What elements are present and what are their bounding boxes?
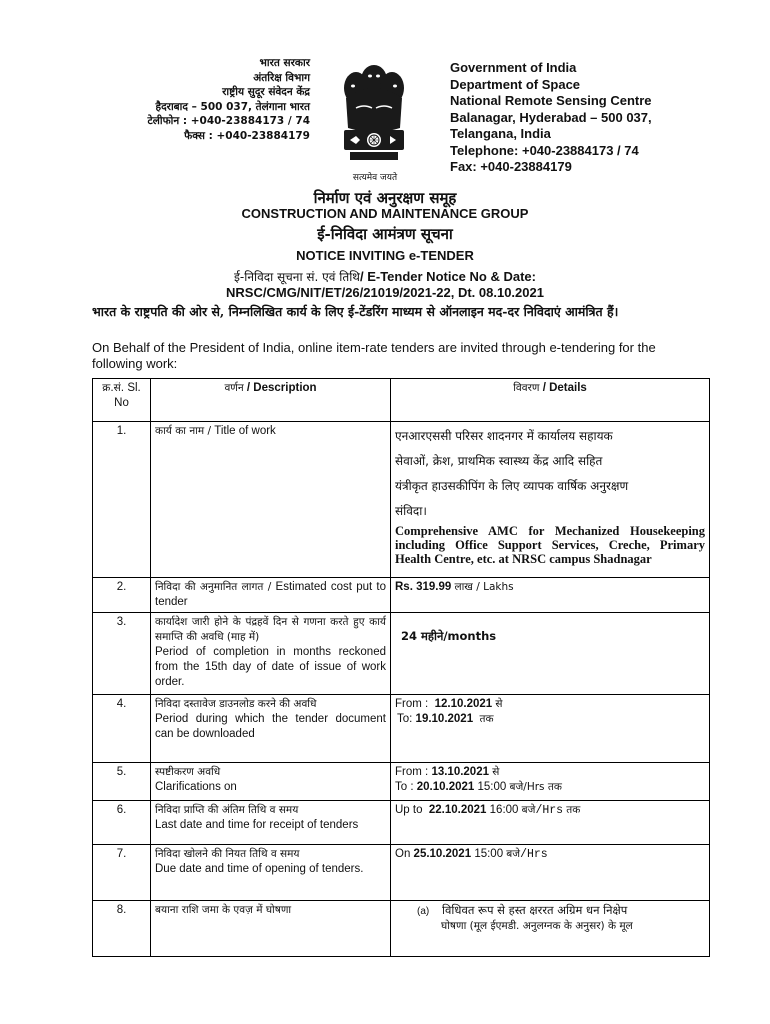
opening-date: 25.10.2021 — [413, 848, 472, 860]
header-details-english: / Details — [542, 382, 587, 394]
desc-hindi: बयाना राशि जमा के एवज़ में घोषणा — [155, 904, 292, 916]
row-details — [391, 901, 710, 957]
details-hindi — [395, 424, 705, 524]
details-hindi-line: एनआरएससी परिसर शादनगर में कार्यालय सहायक — [395, 429, 613, 443]
desc-hindi: कार्य का नाम / — [155, 425, 212, 437]
opening-time: 15:00 — [474, 848, 504, 860]
opening-suffix-english: /Hrs — [520, 848, 548, 861]
row-description — [151, 763, 391, 801]
row-sl: 7. — [93, 845, 151, 901]
letterhead-hindi — [100, 56, 310, 143]
desc-english: Period during which the tender document can be downloaded — [155, 713, 386, 740]
desc-hindi: कार्यादेश जारी होने के पंद्रहवें दिन से गणना करते हुए कार्य समाप्ति की अवधि (माह में) — [155, 616, 386, 643]
download-from — [395, 697, 705, 712]
from-suffix: से — [495, 698, 503, 710]
from-label: From : — [395, 698, 429, 710]
row-details — [391, 801, 710, 845]
row-details — [391, 695, 710, 763]
row-sl: 4. — [93, 695, 151, 763]
hindi-line: हैदराबाद – 500 037, तेलंगाना भारत — [155, 100, 310, 113]
english-line: Government of India — [450, 60, 577, 75]
to-suffix: तक — [479, 713, 494, 725]
notice-reference: NRSC/CMG/NIT/ET/26/21019/2021-22, Dt. 08.10.2021 — [226, 285, 544, 300]
estimated-cost: Rs. 319.99 — [395, 581, 452, 593]
row-sl: 3. — [93, 613, 151, 695]
desc-hindi: स्पष्टीकरण अवधि — [155, 766, 221, 778]
row-description — [151, 801, 391, 845]
row-sl: 8. — [93, 901, 151, 957]
hindi-line: टेलीफोन : +040-23884173 / 74 — [147, 115, 310, 127]
details-hindi-line: सेवाओं, क्रेश, प्राथमिक स्वास्थ्य केंद्र आदि सहित — [395, 454, 603, 468]
details-hindi-line: संविदा। — [395, 504, 427, 518]
row-details — [391, 763, 710, 801]
row-details — [391, 422, 710, 578]
row-details — [391, 578, 710, 613]
english-line: National Remote Sensing Centre — [450, 93, 652, 108]
desc-english: Due date and time of opening of tenders. — [155, 863, 364, 875]
estimated-cost-unit: लाख / Lakhs — [454, 581, 514, 593]
desc-english: Title of work — [214, 425, 276, 437]
receipt-prefix: Up to — [395, 804, 423, 816]
table-header-row — [93, 379, 710, 422]
row-details — [391, 613, 710, 695]
download-to — [395, 712, 705, 727]
completion-period: 24 महीने/months — [401, 629, 497, 643]
desc-hindi: निविदा की अनुमानित लागत / — [155, 581, 272, 593]
header-description-hindi: वर्णन — [224, 382, 244, 394]
header-sl — [93, 379, 151, 422]
receipt-time: 16:00 — [489, 804, 519, 816]
desc-english: Estimated cost put to tender — [155, 581, 386, 608]
notice-number-label-english: / E-Tender Notice No & Date: — [359, 269, 536, 284]
emblem-motto: सत्यमेव जयते — [352, 173, 398, 183]
header-sl-english: Sl. No — [114, 382, 141, 409]
group-title-hindi: निर्माण एवं अनुरक्षण समूह — [313, 189, 457, 207]
from-suffix: से — [492, 766, 500, 778]
table-row — [93, 763, 710, 801]
row-description — [151, 578, 391, 613]
english-line: Balanagar, Hyderabad – 500 037, — [450, 109, 652, 125]
emd-declaration-line — [395, 903, 705, 919]
hindi-line: फैक्स : +040-23884179 — [184, 129, 310, 142]
desc-english: Last date and time for receipt of tenders — [155, 819, 359, 831]
emd-text-continued: घोषणा (मूल ईएमडी. अनुलग्नक के अनुसर) के मूल — [441, 920, 633, 932]
english-line: Telangana, India — [450, 126, 551, 141]
row-description — [151, 695, 391, 763]
row-description — [151, 422, 391, 578]
to-label: To: — [397, 713, 413, 725]
intro-english: On Behalf of the President of India, online item-rate tenders are invited through e-tendering for the following work: — [92, 340, 656, 371]
desc-hindi: निविदा दस्तावेज डाउनलोड करने की अवधि — [155, 698, 317, 710]
to-date: 20.10.2021 — [416, 781, 475, 793]
opening-suffix-hindi: बजे — [506, 848, 521, 860]
row-description — [151, 901, 391, 957]
receipt-date: 22.10.2021 — [428, 804, 487, 816]
desc-english: Clarifications on — [155, 781, 237, 793]
emd-marker: (a) — [417, 906, 430, 917]
row-sl: 6. — [93, 801, 151, 845]
desc-hindi: निविदा खोलने की नियत तिथि व समय — [155, 848, 300, 860]
table-row — [93, 578, 710, 613]
details-english: Comprehensive AMC for Mechanized Housekeeping including Office Support Services, Creche, Primary Health Centre, etc. at NRSC campus Shadnagar — [395, 524, 705, 566]
intro-hindi: भारत के राष्ट्रपति की ओर से, निम्नलिखित कार्य के लिए ई-टेंडरिंग माध्यम से ऑनलाइन मद-दर निविदाएं आमंत्रित हैं। — [92, 304, 619, 319]
to-suffix: बजे/Hrs तक — [509, 781, 562, 793]
notice-title-hindi: ई-निविदा आमंत्रण सूचना — [317, 225, 453, 243]
receipt-suffix-english: /Hrs — [535, 804, 564, 817]
table-row — [93, 695, 710, 763]
hindi-line: भारत सरकार — [259, 57, 310, 69]
table-row — [93, 613, 710, 695]
letterhead-english — [450, 60, 750, 176]
header-description-english: / Description — [246, 382, 317, 394]
table-row — [93, 801, 710, 845]
row-sl: 1. — [93, 422, 151, 578]
clarification-to — [395, 780, 705, 795]
details-hindi-line: यंत्रीकृत हाउसकीपिंग के लिए व्यापक वार्षिक अनुरक्षण — [395, 479, 629, 493]
national-emblem-icon — [334, 58, 414, 182]
from-label: From : — [395, 766, 429, 778]
to-date: 19.10.2021 — [415, 713, 474, 725]
english-line: Telephone: +040-23884173 / 74 — [450, 142, 639, 158]
row-details — [391, 845, 710, 901]
opening-prefix: On — [395, 848, 411, 860]
from-date: 13.10.2021 — [431, 766, 489, 778]
row-sl: 2. — [93, 578, 151, 613]
header-details — [391, 379, 710, 422]
hindi-line: अंतरिक्ष विभाग — [253, 71, 310, 84]
clarification-from — [395, 765, 705, 780]
group-title-english: CONSTRUCTION AND MAINTENANCE GROUP — [241, 206, 529, 221]
header-sl-hindi: क्र.सं. — [102, 382, 125, 394]
row-sl: 5. — [93, 763, 151, 801]
tender-details-table — [92, 378, 710, 957]
from-date: 12.10.2021 — [434, 698, 493, 710]
to-label: To : — [395, 781, 414, 793]
row-description — [151, 613, 391, 695]
receipt-suffix-end: तक — [566, 804, 581, 816]
emd-text: विधिवत रूप से हस्त क्षररत अग्रिम धन निक्षेप — [442, 903, 628, 917]
table-row — [93, 901, 710, 957]
hindi-line: राष्ट्रीय सुदूर संवेदन केंद्र — [222, 86, 310, 98]
header-description — [151, 379, 391, 422]
to-time: 15:00 — [477, 781, 507, 793]
table-row — [93, 845, 710, 901]
receipt-suffix-hindi: बजे — [521, 804, 536, 816]
notice-number-label — [0, 268, 770, 285]
desc-english: Period of completion in months reckoned from the 15th day of date of issue of work order. — [155, 646, 386, 688]
notice-number-label-hindi: ई-निविदा सूचना सं. एवं तिथि — [234, 270, 360, 284]
desc-hindi: निविदा प्राप्ति की अंतिम तिथि व समय — [155, 804, 299, 816]
table-row — [93, 422, 710, 578]
english-line: Fax: +040-23884179 — [450, 159, 572, 174]
notice-title-english: NOTICE INVITING e-TENDER — [296, 248, 474, 263]
header-details-hindi: विवरण — [513, 382, 540, 394]
row-description — [151, 845, 391, 901]
english-line: Department of Space — [450, 76, 581, 92]
